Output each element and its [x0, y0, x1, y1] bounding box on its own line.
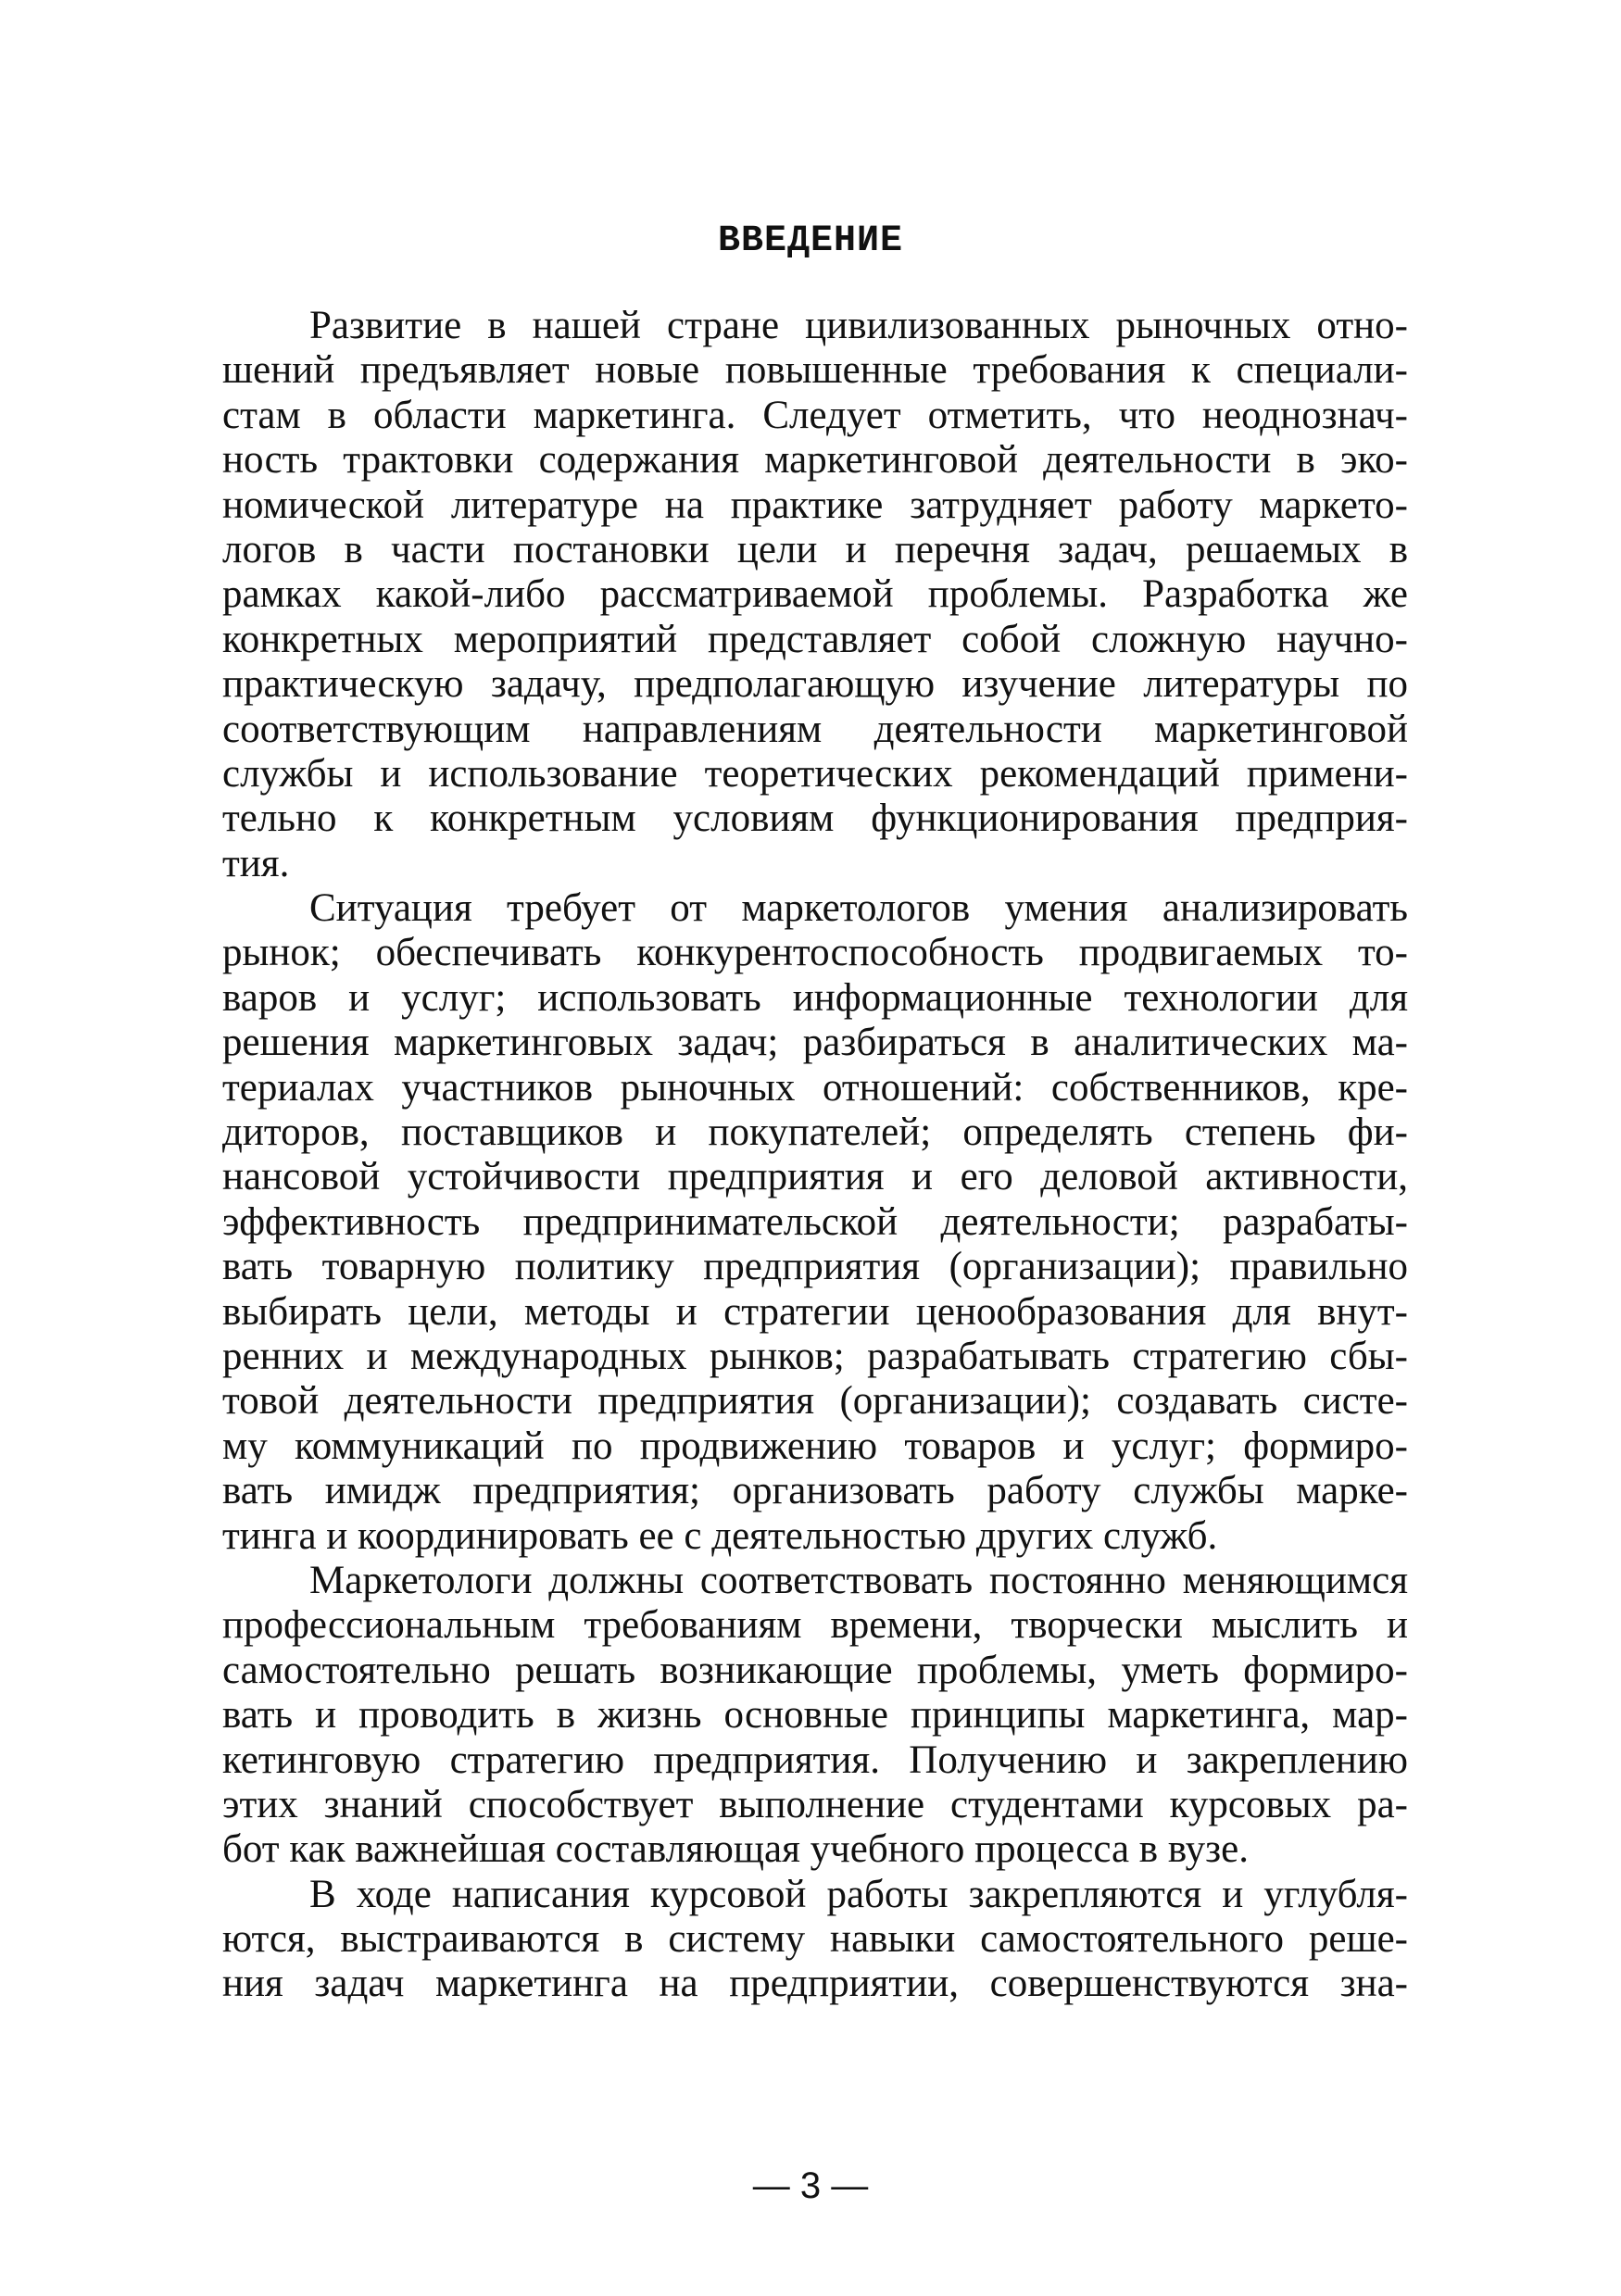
paragraph-4-line: ются, выстраиваются в систему навыки самостоятельного реше-: [222, 1917, 1408, 1962]
paragraph-1-line: службы и использование теоретических рекомендаций примени-: [222, 751, 1408, 796]
paragraph-2-line: вать имидж предприятия; организовать работу службы марке-: [222, 1469, 1408, 1513]
paragraph-2-line: ренних и международных рынков; разрабатывать стратегию сбы-: [222, 1334, 1408, 1378]
paragraph-4-line: ния задач маркетинга на предприятии, совершенствуются зна-: [222, 1962, 1408, 2006]
paragraph-1-line: рамках какой-либо рассматриваемой проблемы. Разработка же: [222, 572, 1408, 617]
paragraph-2-line: рынок; обеспечивать конкурентоспособность продвигаемых то-: [222, 931, 1408, 975]
paragraph-2-line: нансовой устойчивости предприятия и его деловой активности,: [222, 1155, 1408, 1199]
paragraph-1-line: тельно к конкретным условиям функционирования предприя-: [222, 797, 1408, 841]
paragraph-2-line: тинга и координировать ее с деятельностью других служб.: [222, 1513, 1218, 1558]
paragraph-1-line: стам в области маркетинга. Следует отметить, что неоднознач-: [222, 393, 1408, 437]
body-text: [222, 304, 1408, 2007]
paragraph-1-line: ность трактовки содержания маркетинговой деятельности в эко-: [222, 438, 1408, 483]
paragraph-3-line: бот как важнейшая составляющая учебного процесса в вузе.: [222, 1827, 1249, 1872]
paragraph-3-line: этих знаний способствует выполнение студентами курсовых ра-: [222, 1782, 1408, 1826]
paragraph-1-line: соответствующим направлениям деятельности маркетинговой: [222, 707, 1408, 751]
paragraph-1-line: тия.: [222, 841, 290, 885]
page-number: — 3 —: [752, 2165, 869, 2206]
paragraph-2-line: эффективность предпринимательской деятельности; разрабаты-: [222, 1199, 1408, 1244]
paragraph-3-line: Маркетологи должны соответствовать постоянно меняющимся: [309, 1558, 1408, 1602]
paragraph-3-line: самостоятельно решать возникающие проблемы, уметь формиро-: [222, 1648, 1408, 1692]
paragraph-1-line: практическую задачу, предполагающую изучение литературы по: [222, 662, 1408, 707]
paragraph-3-line: кетинговую стратегию предприятия. Получению и закреплению: [222, 1738, 1408, 1782]
paragraph-4-line: В ходе написания курсовой работы закрепляются и углубля-: [309, 1872, 1408, 1916]
paragraph-2-line: товой деятельности предприятия (организации); создавать систе-: [222, 1379, 1408, 1424]
paragraph-2-line: решения маркетинговых задач; разбираться в аналитических ма-: [222, 1021, 1408, 1065]
paragraph-2-line: диторов, поставщиков и покупателей; определять степень фи-: [222, 1110, 1408, 1155]
paragraph-3-line: вать и проводить в жизнь основные принципы маркетинга, мар-: [222, 1693, 1408, 1738]
paragraph-2-line: Ситуация требует от маркетологов умения анализировать: [309, 886, 1408, 931]
paragraph-2-line: выбирать цели, методы и стратегии ценообразования для внут-: [222, 1289, 1408, 1334]
paragraph-1-line: Развитие в нашей стране цивилизованных рыночных отно-: [309, 304, 1408, 347]
paragraph-2-line: териалах участников рыночных отношений: собственников, кре-: [222, 1065, 1408, 1110]
page-heading: ВВЕДЕНИЕ: [717, 220, 904, 262]
paragraph-1-line: конкретных мероприятий представляет собой сложную научно-: [222, 617, 1408, 661]
paragraph-1-line: номической литературе на практике затрудняет работу маркето-: [222, 483, 1408, 527]
paragraph-1-line: логов в части постановки цели и перечня задач, решаемых в: [222, 527, 1408, 571]
paragraph-1-line: шений предъявляет новые повышенные требования к специали-: [222, 348, 1408, 393]
paragraph-2-line: варов и услуг; использовать информационные технологии для: [222, 975, 1408, 1020]
paragraph-2-line: вать товарную политику предприятия (организации); правильно: [222, 1245, 1408, 1289]
paragraph-3-line: профессиональным требованиям времени, творчески мыслить и: [222, 1603, 1408, 1648]
paragraph-2-line: му коммуникаций по продвижению товаров и услуг; формиро-: [222, 1424, 1408, 1468]
